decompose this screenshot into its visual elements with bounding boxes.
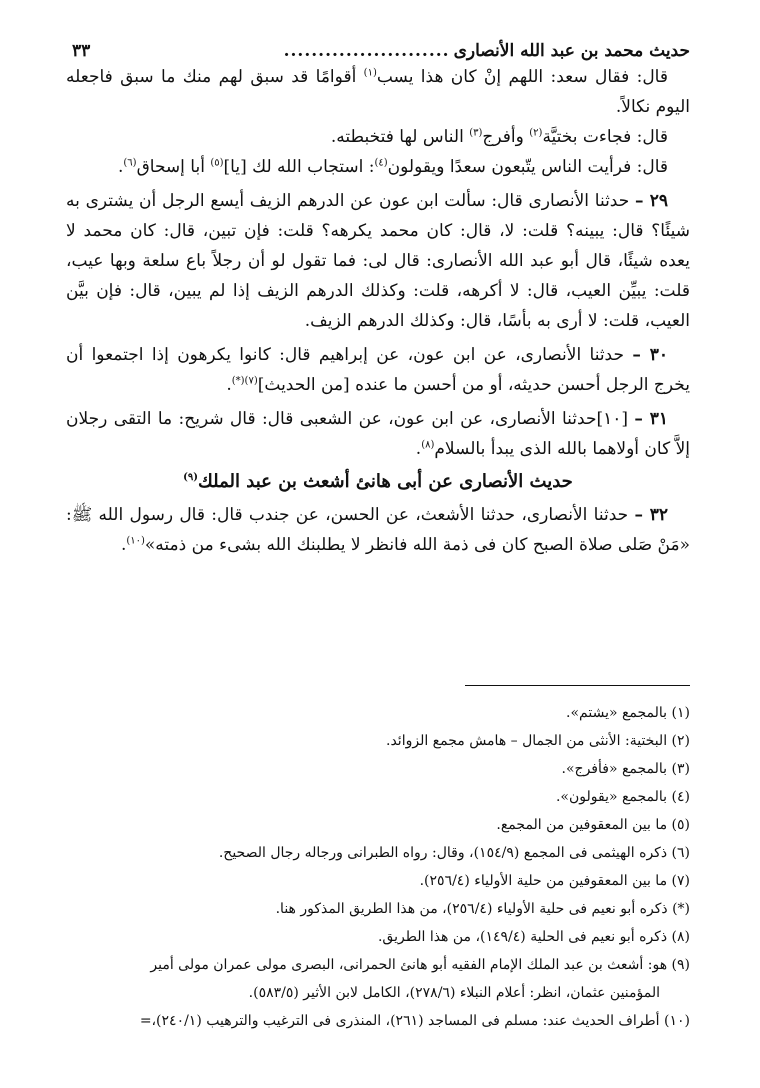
paragraph-camel: قال: فجاءت بختيَّة$^{(٢)}$ وأفرج$^{(٣)}$ الناس لها فتخبطته. (330, 127, 668, 147)
footnote-5: (٥) ما بين المعقوفين من المجمع. (496, 817, 690, 833)
footnote-ref-7: (٧)(*) (231, 375, 258, 387)
paragraph-saad-prayer: قال: فقال سعد: اللهم إنْ كان هذا يسب$^{(١)}$ أقوامًا قد سبق لهم منك ما سبق فاجعله اليوم نكالاً. (66, 67, 690, 117)
footnote-ref-3: (٣) (469, 127, 483, 139)
hadith-31: ٣١ – [١٠]حدثنا الأنصارى، عن ابن عون، عن الشعبى قال: قال شريح: ما التقى رجلان إلاَّ كان أولاهما بالله الذى يبدأ بالسلام$^{(٨)}$. (66, 409, 690, 459)
footnote-9: (٩) هو: أشعث بن عبد الملك الإمام الفقيه أبو هانئ الحمرانى، البصرى مولى عمران مولى أمير المؤمنين عثمان، انظر: أعلام النبلاء (٢٧٨/٦)، الكامل لابن الأثير (٥٨٣/٥). (150, 957, 690, 1001)
hadith-number: ٢٩ – (634, 191, 669, 211)
hadith-number: ٣٢ – (634, 505, 668, 525)
footnote-divider (465, 685, 690, 686)
footnote-ref-9: (٩) (183, 472, 199, 483)
footnote-ref-1: (١) (363, 67, 377, 79)
hadith-30: ٣٠ – حدثنا الأنصارى، عن ابن عون، عن إبراهيم قال: كانوا يكرهون إذا اجتمعوا أن يخرج الرجل أحسن حديثه، أو من أحسن ما عنده [من الحديث]$^{(٧)(*)}$. (66, 345, 690, 395)
page-number: ٣٣ (72, 41, 91, 61)
footnote-ref-5: (٥) (210, 157, 224, 169)
paragraph-people-following: قال: فرأيت الناس يتّبعون سعدًا ويقولون$^{(٤)}$: استجاب الله لك [يا]$^{(٥)}$ أبا إسحاق$^{(٦)}$. (117, 157, 668, 177)
hadith-number: ٣١ – (634, 409, 669, 429)
footnote-1: (١) بالمجمع «يشتم». (566, 705, 690, 721)
hadith-32: ٣٢ – حدثنا الأنصارى، حدثنا الأشعث، عن الحسن، عن جندب قال: قال رسول الله ﷺ: «مَنْ صَلى صلاة الصبح كان فى ذمة الله فانظر لا يطلبنك الله بشىء من ذمته»$^{(١٠)}$. (66, 505, 690, 555)
footnotes (66, 699, 690, 1035)
footnote-star: (*) ذكره أبو نعيم فى حلية الأولياء (٢٥٦/٤)، من هذا الطريق المذكور هنا. (275, 901, 690, 917)
footnote-ref-2: (٢) (529, 127, 543, 139)
footnote-4: (٤) بالمجمع «يقولون». (555, 789, 690, 805)
header-title: حديث محمد بن عبد الله الأنصارى (453, 41, 690, 61)
footnote-8: (٨) ذكره أبو نعيم فى الحلية (١٤٩/٤)، من هذا الطريق. (377, 929, 690, 945)
hadith-number: ٣٠ – (632, 345, 668, 365)
footnote-ref-6: (٦) (123, 157, 137, 169)
footnote-ref-4: (٤) (374, 157, 388, 169)
section-heading: حديث الأنصارى عن أبى هانئ أشعث بن عبد الملك$^{(٩)}$ (183, 471, 573, 492)
footnote-10: (١٠) أطراف الحديث عند: مسلم فى المساجد (٢٦١)، المنذرى فى الترغيب والترهيب (٢٤٠/١)،= (139, 1013, 690, 1029)
footnote-3: (٣) بالمجمع «فأفرج». (561, 761, 690, 777)
footnote-ref-10: (١٠) (126, 535, 145, 547)
header-dots: ........................ (283, 41, 450, 61)
footnote-2: (٢) البختية: الأنثى من الجمال – هامش مجمع الزوائد. (386, 733, 690, 749)
footnote-6: (٦) ذكره الهيثمى فى المجمع (١٥٤/٩)، وقال: رواه الطبرانى ورجاله رجال الصحيح. (218, 845, 690, 861)
hadith-29: ٢٩ – حدثنا الأنصارى قال: سألت ابن عون عن الدرهم الزيف أيسع الرجل أن يشترى به شيئًا؟ قال: يبينه؟ قلت: لا، قال: كان محمد يكرهه؟ قلت: فإن تبين، قال: كان محمد لا يعده شيئًا، قال أبو عبد الله الأنصارى: قال لى: فما تقول لو أن رجلاً باع سلعة وبها عيب، قلت: يبيِّن العيب، قال: لا أكرهه، قلت: وكذلك الدرهم الزيف إذا لم يبين، قال: فإن بيَّن العيب، قلت: لا أرى به بأسًا، قال: وكذلك الدرهم الزيف. (66, 191, 690, 331)
main-text (66, 62, 690, 560)
footnote-7: (٧) ما بين المعقوفين من حلية الأولياء (٢٥٦/٤). (419, 873, 690, 889)
footnote-ref-8: (٨) (421, 439, 435, 451)
